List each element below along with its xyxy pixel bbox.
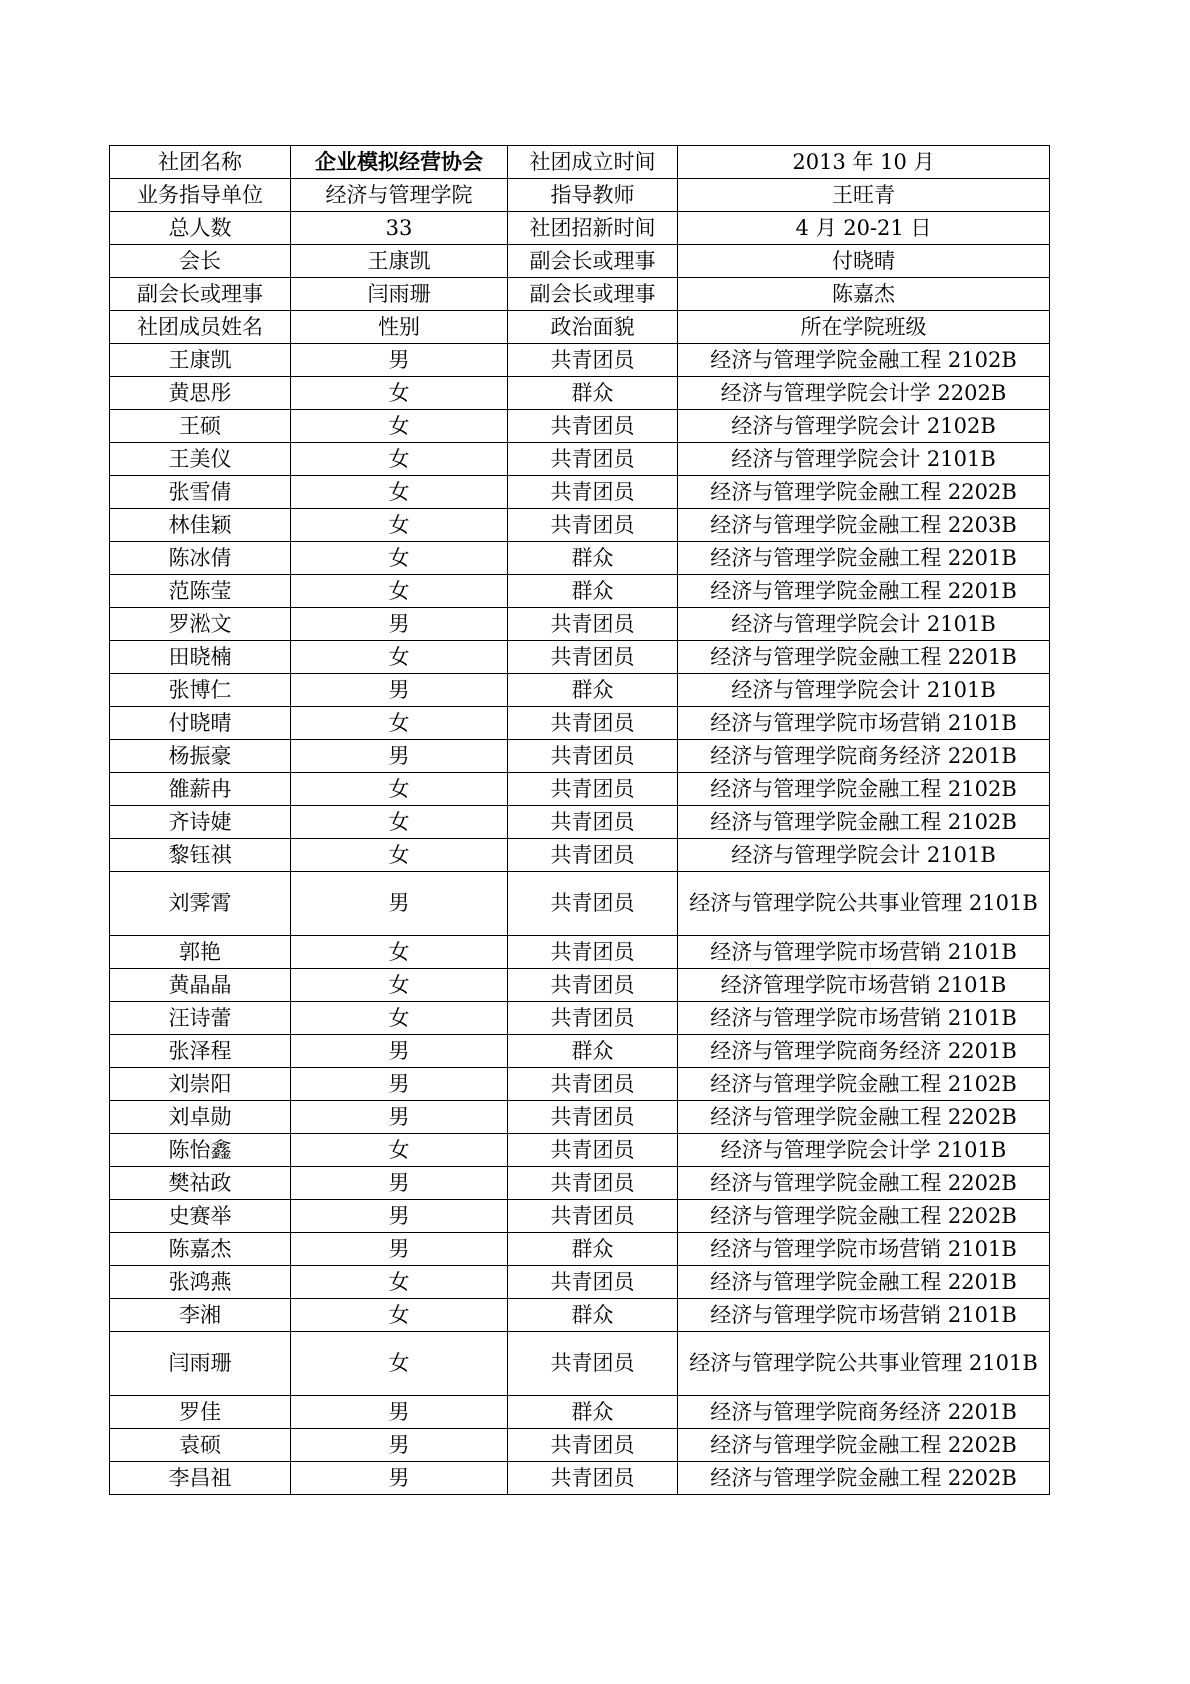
member-political: 共青团员 [508, 509, 678, 542]
member-class: 经济与管理学院金融工程 2202B [678, 1167, 1050, 1200]
table-row [110, 443, 1050, 476]
member-class: 经济管理学院市场营销 2101B [678, 969, 1050, 1002]
member-class: 经济与管理学院市场营销 2101B [678, 1299, 1050, 1332]
member-gender: 女 [291, 575, 508, 608]
table-row [110, 377, 1050, 410]
table-row [110, 1167, 1050, 1200]
member-political: 共青团员 [508, 1462, 678, 1495]
table-row [110, 1134, 1050, 1167]
member-political: 共青团员 [508, 1200, 678, 1233]
recruit-value: 4 月 20-21 日 [678, 212, 1050, 245]
member-class: 经济与管理学院金融工程 2202B [678, 1101, 1050, 1134]
member-name: 樊祜政 [110, 1167, 291, 1200]
member-class: 经济与管理学院金融工程 2202B [678, 476, 1050, 509]
member-gender: 男 [291, 1233, 508, 1266]
member-class: 经济与管理学院市场营销 2101B [678, 1002, 1050, 1035]
member-gender: 男 [291, 1396, 508, 1429]
vice-president-label: 副会长或理事 [110, 278, 291, 311]
president-value: 王康凯 [291, 245, 508, 278]
table-row [110, 641, 1050, 674]
member-name: 刘崇阳 [110, 1068, 291, 1101]
member-gender: 男 [291, 1429, 508, 1462]
member-class: 经济与管理学院会计学 2202B [678, 377, 1050, 410]
member-political: 共青团员 [508, 410, 678, 443]
member-name: 黎钰祺 [110, 839, 291, 872]
supervisor-value: 经济与管理学院 [291, 179, 508, 212]
member-gender: 女 [291, 839, 508, 872]
table-row [110, 608, 1050, 641]
member-name: 闫雨珊 [110, 1332, 291, 1396]
member-name: 汪诗蕾 [110, 1002, 291, 1035]
table-row [110, 740, 1050, 773]
member-name: 林佳颖 [110, 509, 291, 542]
member-name: 田晓楠 [110, 641, 291, 674]
member-class: 经济与管理学院金融工程 2201B [678, 575, 1050, 608]
member-political: 共青团员 [508, 1002, 678, 1035]
member-name: 罗淞文 [110, 608, 291, 641]
member-gender: 男 [291, 344, 508, 377]
member-gender: 女 [291, 936, 508, 969]
table-row [110, 1266, 1050, 1299]
vice-president-label: 副会长或理事 [508, 278, 678, 311]
header-gender: 性别 [291, 311, 508, 344]
member-name: 黄晶晶 [110, 969, 291, 1002]
header-name: 社团成员姓名 [110, 311, 291, 344]
member-name: 陈嘉杰 [110, 1233, 291, 1266]
member-gender: 女 [291, 773, 508, 806]
member-political: 共青团员 [508, 1266, 678, 1299]
member-class: 经济与管理学院金融工程 2202B [678, 1429, 1050, 1462]
member-gender: 女 [291, 1266, 508, 1299]
table-row [110, 575, 1050, 608]
member-political: 共青团员 [508, 1429, 678, 1462]
table-row [110, 344, 1050, 377]
table-row [110, 773, 1050, 806]
member-gender: 女 [291, 377, 508, 410]
member-class: 经济与管理学院金融工程 2102B [678, 344, 1050, 377]
member-political: 共青团员 [508, 740, 678, 773]
member-political: 共青团员 [508, 969, 678, 1002]
member-political: 共青团员 [508, 476, 678, 509]
supervisor-label: 业务指导单位 [110, 179, 291, 212]
member-political: 共青团员 [508, 1134, 678, 1167]
member-name: 刘霁霄 [110, 872, 291, 936]
table-row [110, 1299, 1050, 1332]
member-class: 经济与管理学院金融工程 2201B [678, 542, 1050, 575]
member-class: 经济与管理学院会计 2101B [678, 839, 1050, 872]
member-class: 经济与管理学院市场营销 2101B [678, 707, 1050, 740]
founded-label: 社团成立时间 [508, 146, 678, 179]
table-row [110, 1068, 1050, 1101]
member-class: 经济与管理学院金融工程 2102B [678, 806, 1050, 839]
info-row [110, 245, 1050, 278]
member-gender: 女 [291, 410, 508, 443]
member-political: 共青团员 [508, 443, 678, 476]
header-class: 所在学院班级 [678, 311, 1050, 344]
member-political: 共青团员 [508, 344, 678, 377]
member-political: 共青团员 [508, 1068, 678, 1101]
member-gender: 女 [291, 476, 508, 509]
member-gender: 女 [291, 806, 508, 839]
member-gender: 女 [291, 1134, 508, 1167]
member-name: 王美仪 [110, 443, 291, 476]
vice-president-value: 陈嘉杰 [678, 278, 1050, 311]
vice-president-value: 闫雨珊 [291, 278, 508, 311]
member-gender: 男 [291, 608, 508, 641]
member-political: 共青团员 [508, 1167, 678, 1200]
member-gender: 女 [291, 641, 508, 674]
member-name: 陈怡鑫 [110, 1134, 291, 1167]
member-gender: 男 [291, 1068, 508, 1101]
table-row [110, 839, 1050, 872]
member-name: 付晓晴 [110, 707, 291, 740]
member-gender: 男 [291, 1035, 508, 1068]
member-name: 雒薪冉 [110, 773, 291, 806]
table-row [110, 1002, 1050, 1035]
table-row [110, 872, 1050, 936]
table-body [110, 146, 1050, 1495]
member-class: 经济与管理学院金融工程 2202B [678, 1200, 1050, 1233]
member-gender: 男 [291, 1200, 508, 1233]
member-name: 黄思彤 [110, 377, 291, 410]
table-row [110, 476, 1050, 509]
member-gender: 女 [291, 969, 508, 1002]
table-row [110, 1200, 1050, 1233]
president-label: 会长 [110, 245, 291, 278]
member-class: 经济与管理学院商务经济 2201B [678, 740, 1050, 773]
member-gender: 男 [291, 1167, 508, 1200]
member-political: 共青团员 [508, 641, 678, 674]
member-political: 共青团员 [508, 1332, 678, 1396]
member-political: 群众 [508, 674, 678, 707]
member-name: 袁硕 [110, 1429, 291, 1462]
member-class: 经济与管理学院金融工程 2102B [678, 1068, 1050, 1101]
member-political: 群众 [508, 575, 678, 608]
member-gender: 女 [291, 1332, 508, 1396]
member-political: 共青团员 [508, 1101, 678, 1134]
member-class: 经济与管理学院会计 2101B [678, 443, 1050, 476]
member-name: 张博仁 [110, 674, 291, 707]
member-class: 经济与管理学院金融工程 2201B [678, 641, 1050, 674]
member-gender: 女 [291, 542, 508, 575]
member-class: 经济与管理学院公共事业管理 2101B [678, 872, 1050, 936]
member-class: 经济与管理学院商务经济 2201B [678, 1396, 1050, 1429]
member-political: 共青团员 [508, 707, 678, 740]
member-gender: 男 [291, 872, 508, 936]
member-class: 经济与管理学院金融工程 2102B [678, 773, 1050, 806]
header-row [110, 311, 1050, 344]
member-gender: 女 [291, 509, 508, 542]
club-name-value: 企业模拟经营协会 [291, 146, 508, 179]
member-gender: 女 [291, 707, 508, 740]
member-political: 群众 [508, 1396, 678, 1429]
member-name: 郭艳 [110, 936, 291, 969]
member-political: 共青团员 [508, 936, 678, 969]
member-name: 齐诗婕 [110, 806, 291, 839]
member-class: 经济与管理学院会计 2102B [678, 410, 1050, 443]
member-gender: 女 [291, 443, 508, 476]
member-name: 王硕 [110, 410, 291, 443]
total-label: 总人数 [110, 212, 291, 245]
member-gender: 女 [291, 1299, 508, 1332]
total-value: 33 [291, 212, 508, 245]
table-row [110, 1396, 1050, 1429]
table-row [110, 1035, 1050, 1068]
member-name: 史赛举 [110, 1200, 291, 1233]
advisor-label: 指导教师 [508, 179, 678, 212]
table-row [110, 509, 1050, 542]
member-name: 李湘 [110, 1299, 291, 1332]
table-row [110, 1429, 1050, 1462]
member-political: 共青团员 [508, 806, 678, 839]
member-class: 经济与管理学院会计 2101B [678, 674, 1050, 707]
member-political: 群众 [508, 1035, 678, 1068]
member-name: 王康凯 [110, 344, 291, 377]
table-row [110, 410, 1050, 443]
member-name: 李昌祖 [110, 1462, 291, 1495]
member-class: 经济与管理学院会计学 2101B [678, 1134, 1050, 1167]
member-political: 群众 [508, 377, 678, 410]
member-name: 张泽程 [110, 1035, 291, 1068]
member-class: 经济与管理学院市场营销 2101B [678, 1233, 1050, 1266]
member-name: 罗佳 [110, 1396, 291, 1429]
vice-president-label: 副会长或理事 [508, 245, 678, 278]
member-gender: 女 [291, 1002, 508, 1035]
member-gender: 男 [291, 1462, 508, 1495]
table-row [110, 707, 1050, 740]
member-political: 群众 [508, 1233, 678, 1266]
member-political: 共青团员 [508, 839, 678, 872]
member-name: 杨振豪 [110, 740, 291, 773]
member-gender: 男 [291, 674, 508, 707]
table-row [110, 1332, 1050, 1396]
member-name: 陈冰倩 [110, 542, 291, 575]
member-political: 群众 [508, 1299, 678, 1332]
recruit-label: 社团招新时间 [508, 212, 678, 245]
member-political: 共青团员 [508, 773, 678, 806]
table-row [110, 1462, 1050, 1495]
table-row [110, 806, 1050, 839]
header-political: 政治面貌 [508, 311, 678, 344]
member-name: 刘卓勋 [110, 1101, 291, 1134]
member-class: 经济与管理学院金融工程 2202B [678, 1462, 1050, 1495]
member-name: 张鸿燕 [110, 1266, 291, 1299]
member-name: 张雪倩 [110, 476, 291, 509]
member-political: 共青团员 [508, 608, 678, 641]
table-row [110, 674, 1050, 707]
member-class: 经济与管理学院金融工程 2201B [678, 1266, 1050, 1299]
info-row [110, 212, 1050, 245]
club-info-table [109, 145, 1050, 1495]
info-row [110, 278, 1050, 311]
club-name-label: 社团名称 [110, 146, 291, 179]
info-row [110, 146, 1050, 179]
table-row [110, 936, 1050, 969]
table-row [110, 969, 1050, 1002]
member-class: 经济与管理学院会计 2101B [678, 608, 1050, 641]
member-political: 共青团员 [508, 872, 678, 936]
member-class: 经济与管理学院市场营销 2101B [678, 936, 1050, 969]
info-row [110, 179, 1050, 212]
member-name: 范陈莹 [110, 575, 291, 608]
advisor-value: 王旺青 [678, 179, 1050, 212]
vice-president-value: 付晓晴 [678, 245, 1050, 278]
member-class: 经济与管理学院公共事业管理 2101B [678, 1332, 1050, 1396]
member-class: 经济与管理学院金融工程 2203B [678, 509, 1050, 542]
member-class: 经济与管理学院商务经济 2201B [678, 1035, 1050, 1068]
member-gender: 男 [291, 740, 508, 773]
table-row [110, 1233, 1050, 1266]
member-political: 群众 [508, 542, 678, 575]
founded-value: 2013 年 10 月 [678, 146, 1050, 179]
member-gender: 男 [291, 1101, 508, 1134]
table-row [110, 542, 1050, 575]
table-row [110, 1101, 1050, 1134]
